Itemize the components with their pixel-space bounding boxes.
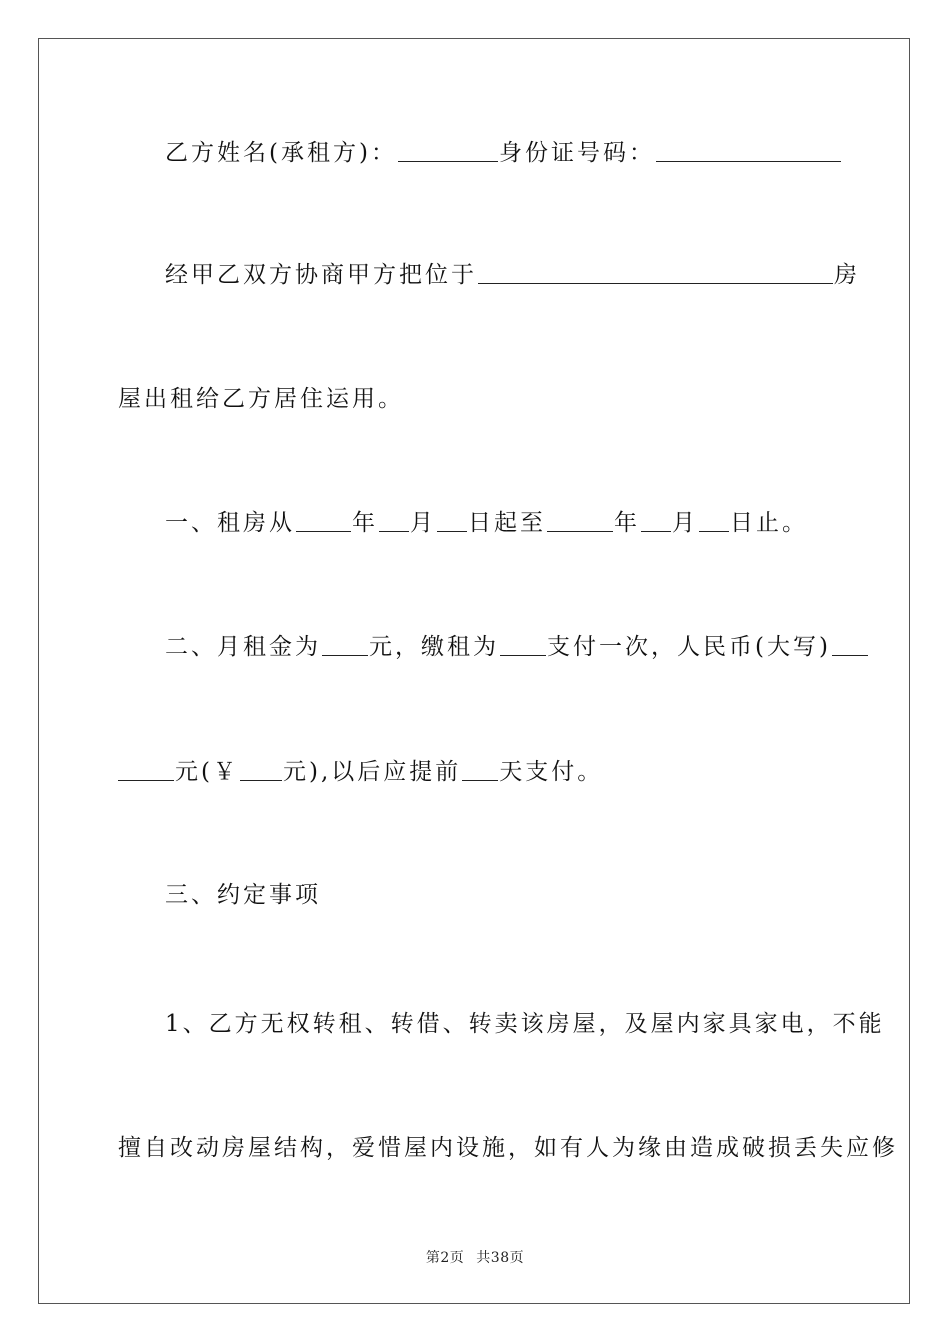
yuan-yen-text: 元(￥ — [175, 759, 239, 785]
rmb-label: 支付一次，人民币(大写) — [547, 634, 831, 660]
start-day-blank — [437, 511, 467, 532]
advance-days-blank — [462, 760, 498, 781]
term-label: 一、租房从 — [165, 510, 295, 536]
start-year-blank — [296, 511, 351, 532]
location-suffix: 房 — [834, 262, 860, 288]
location-line — [165, 260, 860, 290]
id-number-label: 身份证号码： — [498, 140, 655, 166]
clause-one-line-2: 擅自改动房屋结构，爱惜屋内设施，如有人为缘由造成破损丢失应修 — [118, 1135, 898, 1161]
payment-label: 元，缴租为 — [369, 634, 499, 660]
end-year-blank — [547, 511, 613, 532]
tenant-info-line — [165, 138, 845, 168]
rent-amount-blank — [322, 635, 368, 656]
pay-text: 天支付。 — [499, 759, 604, 785]
location-label: 经甲乙双方协商甲方把位于 — [165, 262, 477, 288]
month-text: 月 — [410, 510, 436, 536]
page-number: 第2页 — [425, 1250, 465, 1266]
page-footer — [0, 1247, 950, 1267]
clause-one-line: 1、乙方无权转租、转借、转卖该房屋，及屋内家具家电，不能 — [165, 1011, 885, 1037]
page-border — [38, 38, 910, 1304]
end-text: 日止。 — [730, 510, 808, 536]
until-text: 日起至 — [468, 510, 546, 536]
purpose-line: 屋出租给乙方居住运用。 — [118, 386, 404, 412]
page-total: 共38页 — [476, 1250, 525, 1266]
rent-line — [165, 632, 845, 662]
yen-amount-blank — [240, 760, 282, 781]
start-month-blank — [379, 511, 409, 532]
rmb-words-blank — [832, 635, 868, 656]
tenant-name-label: 乙方姓名(承租方)： — [165, 140, 397, 166]
section-three-heading: 三、约定事项 — [165, 882, 321, 908]
end-day-blank — [699, 511, 729, 532]
rmb-words-blank-2 — [118, 760, 174, 781]
year-text-2: 年 — [614, 510, 640, 536]
end-month-blank — [641, 511, 671, 532]
term-line — [165, 508, 845, 538]
location-blank — [478, 263, 833, 284]
advance-text: 元),以后应提前 — [282, 759, 462, 785]
tenant-name-blank — [398, 141, 498, 162]
payment-period-blank — [500, 635, 546, 656]
month-text-2: 月 — [672, 510, 698, 536]
rent-line-continued — [118, 757, 838, 787]
rent-label: 二、月租金为 — [165, 634, 321, 660]
year-text: 年 — [352, 510, 378, 536]
id-number-blank — [656, 141, 841, 162]
